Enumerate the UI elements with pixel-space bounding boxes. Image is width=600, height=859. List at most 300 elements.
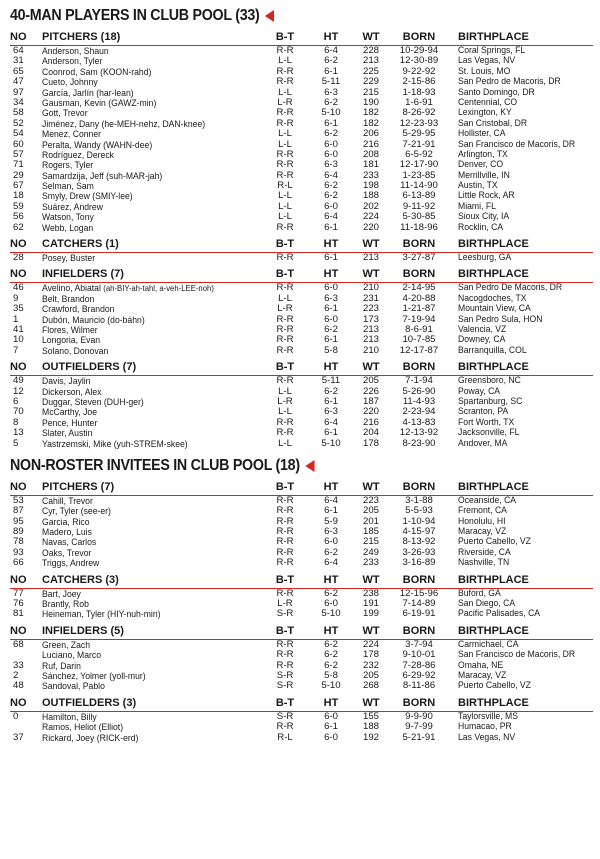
player-birthplace-cell: [448, 67, 593, 77]
player-weight: 182: [362, 117, 379, 129]
player-row: [10, 98, 593, 108]
player-bats-throws: R-R: [276, 221, 294, 233]
player-birthplace-cell: [448, 722, 593, 732]
player-birthplace-cell: [448, 558, 593, 568]
header-born: BORN: [402, 31, 436, 43]
player-birthplace-cell: [448, 253, 593, 263]
player-bats-throws: L-L: [278, 190, 292, 202]
player-weight: 205: [362, 669, 379, 681]
player-birthplace: Hollister, CA: [458, 129, 506, 140]
player-name: Anderson, Shaun: [42, 46, 109, 57]
player-bats-throws: R-R: [276, 546, 294, 558]
player-birthdate: 8-6-91: [405, 323, 433, 335]
player-weight: 224: [362, 638, 379, 650]
player-birthplace-cell: [448, 712, 593, 722]
player-birthdate: 2-14-95: [402, 282, 436, 294]
player-name-cell: [42, 496, 260, 506]
player-bats-throws: S-R: [276, 710, 294, 722]
player-height: 6-2: [324, 649, 338, 661]
player-birthplace-cell: [448, 527, 593, 537]
player-name-wrap: [42, 283, 214, 293]
player-height: 6-4: [324, 494, 338, 506]
player-weight: 213: [362, 252, 379, 264]
player-name: Pence, Hunter: [42, 417, 98, 429]
player-name: Bart, Joey: [42, 588, 81, 600]
player-name: Rodríguez, Dereck: [42, 149, 114, 161]
player-pronunciation: (ah-BIY-ah-tahl, a-veh-LEE-noh): [103, 283, 214, 294]
header-no: NO: [10, 696, 27, 709]
player-height: 6-1: [324, 117, 338, 129]
position-group: [10, 361, 593, 449]
player-name-cell: [42, 397, 260, 407]
player-birthplace-cell: [448, 517, 593, 527]
player-weight: 216: [362, 138, 379, 150]
player-height: 6-0: [324, 313, 338, 325]
player-number: 9: [13, 292, 19, 304]
red-arrow-icon: [265, 10, 274, 22]
player-birthdate: 1-10-94: [402, 515, 436, 527]
player-name-wrap: [42, 733, 138, 743]
header-bt: B-T: [275, 696, 295, 709]
player-bats-throws: S-R: [276, 669, 294, 681]
player-row: [10, 202, 593, 212]
player-number: 35: [13, 303, 24, 315]
player-weight: 249: [362, 546, 379, 558]
player-name: Luciano, Marco: [42, 650, 102, 661]
player-row: [10, 294, 593, 304]
header-birthplace: BIRTHPLACE: [458, 238, 529, 251]
player-birthdate: 2-15-86: [402, 76, 436, 88]
player-weight: 213: [362, 323, 379, 335]
player-birthdate: 2-23-94: [402, 406, 436, 418]
player-birthplace: Las Vegas, NV: [458, 732, 516, 743]
player-row: [10, 387, 593, 397]
player-number: 97: [13, 86, 24, 98]
player-height: 6-1: [324, 721, 338, 733]
player-name: Webb, Logan: [42, 222, 94, 234]
player-name-cell: [42, 506, 260, 516]
player-row: [10, 681, 593, 691]
player-bats-throws: L-L: [278, 292, 292, 304]
player-birthdate: 9-10-01: [402, 649, 436, 661]
player-name-wrap: [42, 335, 100, 345]
player-number: 34: [13, 96, 24, 108]
player-row: [10, 325, 593, 335]
player-number: 95: [13, 515, 24, 527]
player-birthplace: Sioux City, IA: [458, 212, 510, 223]
player-row: [10, 506, 593, 516]
player-number: 37: [13, 731, 24, 743]
player-name: Flores, Wilmer: [42, 324, 98, 336]
player-name: Rickard, Joey (RICK-erd): [42, 732, 139, 743]
header-ht: HT: [323, 361, 339, 374]
player-birthdate: 8-26-92: [402, 107, 436, 119]
player-birthplace: Oceanside, CA: [458, 495, 517, 506]
player-name: Coonrod, Sam (KOON-rahd): [42, 66, 152, 78]
player-birthdate: 12-23-93: [399, 117, 439, 129]
player-name-cell: [42, 150, 260, 160]
player-row: [10, 558, 593, 568]
player-birthplace-cell: [448, 202, 593, 212]
header-group: CATCHERS (3): [42, 573, 119, 586]
header-wt: WT: [362, 480, 380, 493]
player-height: 5-11: [321, 76, 341, 88]
player-number: 57: [13, 148, 24, 160]
player-birthplace: Nacogdoches, TX: [458, 293, 527, 304]
player-name-wrap: [42, 304, 114, 314]
player-bats-throws: L-L: [278, 437, 292, 449]
player-number: 60: [13, 138, 24, 150]
player-height: 6-0: [324, 536, 338, 548]
position-group: [10, 574, 593, 620]
player-name: Heineman, Tyler (HIY-nuh-min): [42, 609, 161, 620]
player-bats-throws: L-L: [278, 86, 292, 98]
player-birthplace-cell: [448, 376, 593, 386]
player-row: [10, 376, 593, 386]
player-birthplace: Little Rock, AR: [458, 191, 515, 202]
header-bt: B-T: [275, 31, 295, 43]
player-weight: 215: [362, 86, 379, 98]
player-birthplace: Santo Domingo, DR: [458, 87, 535, 98]
player-number: 81: [13, 608, 24, 620]
player-bats-throws: R-R: [276, 65, 294, 77]
player-name-wrap: [42, 439, 188, 449]
player-birthplace: Leesburg, GA: [458, 253, 512, 264]
player-row: [10, 46, 593, 56]
player-height: 6-0: [324, 598, 338, 610]
player-name: Oaks, Trevor: [42, 547, 92, 559]
player-row: [10, 56, 593, 66]
player-weight: 213: [362, 55, 379, 67]
player-weight: 268: [362, 680, 379, 692]
player-name-wrap: [42, 527, 92, 537]
header-group: OUTFIELDERS (3): [42, 696, 137, 709]
player-row: [10, 77, 593, 87]
player-name-cell: [42, 160, 260, 170]
header-bt: B-T: [275, 238, 295, 251]
player-name: Peralta, Wandy (WAHN-dee): [42, 139, 153, 150]
header-birthplace: BIRTHPLACE: [458, 624, 529, 637]
player-birthplace-cell: [448, 294, 593, 304]
player-bats-throws: L-R: [277, 96, 293, 108]
player-birthplace-cell: [448, 428, 593, 438]
player-number: 62: [13, 221, 24, 233]
player-name-cell: [42, 439, 260, 449]
player-name-cell: [42, 283, 260, 293]
player-number: 29: [13, 169, 24, 181]
player-name-wrap: [42, 517, 90, 527]
player-number: 28: [13, 252, 24, 264]
header-wt: WT: [362, 696, 380, 709]
player-birthplace: Maracay, VZ: [458, 670, 507, 681]
player-name-cell: [42, 77, 260, 87]
header-no: NO: [10, 238, 27, 251]
player-name: Slater, Austin: [42, 428, 93, 439]
player-name: Selman, Sam: [42, 181, 94, 192]
player-height: 6-0: [324, 138, 338, 150]
player-row: [10, 609, 593, 619]
player-number: 2: [13, 669, 19, 681]
player-birthplace: Riverside, CA: [458, 547, 511, 558]
player-bats-throws: R-R: [276, 587, 294, 599]
player-number: 89: [13, 526, 24, 538]
player-name: Davis, Jaylin: [42, 376, 91, 387]
header-no: NO: [10, 480, 27, 493]
player-name-wrap: [42, 212, 94, 222]
player-name: Rogers, Tyler: [42, 160, 94, 171]
player-birthplace: Barranquilla, COL: [458, 345, 527, 356]
header-bt: B-T: [275, 624, 295, 637]
player-name-wrap: [42, 150, 114, 160]
player-number: 12: [13, 385, 24, 397]
player-bats-throws: R-R: [276, 505, 294, 517]
player-name-cell: [42, 733, 260, 743]
player-birthplace: San Pedro de Macoris, DR: [458, 77, 561, 88]
player-name: Gott, Trevor: [42, 108, 88, 119]
player-birthplace-cell: [448, 589, 593, 599]
player-name: Hamilton, Billy: [42, 711, 97, 723]
header-birthplace: BIRTHPLACE: [458, 480, 529, 493]
player-name-wrap: [42, 346, 108, 356]
player-name: Dickerson, Alex: [42, 386, 102, 397]
player-weight: 155: [362, 710, 379, 722]
header-no: NO: [10, 31, 27, 43]
player-birthdate: 8-13-92: [402, 536, 436, 548]
player-name-wrap: [42, 56, 102, 66]
player-number: 70: [13, 406, 24, 418]
player-birthplace: Jacksonville, FL: [458, 428, 520, 439]
player-weight: 191: [362, 598, 379, 610]
player-bats-throws: R-R: [276, 334, 294, 346]
player-birthplace: Poway, CA: [458, 386, 501, 397]
player-name-cell: [42, 418, 260, 428]
player-birthdate: 3-26-93: [402, 546, 436, 558]
player-name: Dubón, Mauricio (do-báhn): [42, 314, 145, 325]
player-height: 6-0: [324, 710, 338, 722]
player-birthdate: 9-11-92: [402, 200, 436, 212]
position-group: [10, 31, 593, 233]
player-birthplace-cell: [448, 387, 593, 397]
player-name-wrap: [42, 548, 91, 558]
player-height: 6-2: [324, 55, 338, 67]
player-name-cell: [42, 712, 260, 722]
player-row: [10, 171, 593, 181]
player-bats-throws: L-L: [278, 128, 292, 140]
player-birthdate: 7-19-94: [402, 313, 436, 325]
player-name: García, Jarlín (har-lean): [42, 87, 134, 98]
player-row: [10, 119, 593, 129]
player-name-wrap: [42, 496, 93, 506]
player-birthplace: Merrillville, IN: [458, 170, 510, 181]
player-row: [10, 223, 593, 233]
player-name: Garcia, Rico: [42, 516, 90, 528]
player-birthplace-cell: [448, 537, 593, 547]
player-birthplace: Honolulu, HI: [458, 516, 506, 527]
player-birthdate: 11-18-96: [400, 221, 438, 233]
player-name-cell: [42, 681, 260, 691]
player-name-wrap: [42, 325, 98, 335]
player-height: 6-2: [324, 190, 338, 202]
player-height: 5-10: [321, 107, 341, 119]
player-name: Samardzija, Jeff (suh-MAR-jah): [42, 170, 163, 182]
player-birthdate: 6-29-92: [402, 669, 436, 681]
player-row: [10, 496, 593, 506]
player-height: 6-2: [324, 96, 338, 108]
header-born: BORN: [402, 361, 436, 374]
player-name: Sandoval, Pablo: [42, 681, 105, 692]
player-birthplace-cell: [448, 640, 593, 650]
player-name-cell: [42, 609, 260, 619]
player-name: Crawford, Brandon: [42, 304, 115, 315]
player-birthdate: 12-13-92: [399, 427, 439, 439]
player-name: Duggar, Steven (DUH-ger): [42, 396, 144, 408]
player-name-cell: [42, 671, 260, 681]
player-height: 6-1: [324, 65, 338, 77]
player-height: 5-11: [321, 375, 341, 387]
player-birthplace: Mountain View, CA: [458, 304, 531, 315]
player-birthdate: 12-17-87: [399, 344, 439, 356]
player-number: 66: [13, 557, 24, 569]
player-weight: 224: [362, 211, 379, 223]
group-header-row: [10, 625, 593, 640]
player-birthdate: 7-28-86: [402, 659, 436, 671]
player-weight: 215: [362, 536, 379, 548]
player-weight: 173: [362, 313, 379, 325]
roster-section: [10, 456, 593, 743]
player-weight: 223: [362, 494, 379, 506]
player-height: 6-3: [324, 406, 338, 418]
player-bats-throws: R-R: [276, 117, 294, 129]
player-birthplace-cell: [448, 160, 593, 170]
player-name-cell: [42, 223, 260, 233]
player-birthplace: San Pedro Sula, HON: [458, 314, 543, 325]
player-name: Solano, Donovan: [42, 345, 109, 357]
player-weight: 205: [362, 505, 379, 517]
header-ht: HT: [323, 238, 339, 251]
player-birthplace: Scranton, PA: [458, 407, 509, 418]
player-birthplace: Austin, TX: [458, 181, 498, 192]
player-row: [10, 407, 593, 417]
player-birthdate: 4-13-83: [402, 416, 436, 428]
player-weight: 210: [362, 344, 379, 356]
player-birthplace: Humacao, PR: [458, 722, 512, 733]
player-name-cell: [42, 88, 260, 98]
player-weight: 182: [362, 107, 379, 119]
player-name-wrap: [42, 108, 88, 118]
player-name-wrap: [42, 681, 105, 691]
header-ht: HT: [323, 573, 339, 586]
player-birthplace-cell: [448, 407, 593, 417]
player-name-wrap: [42, 506, 111, 516]
player-height: 6-3: [324, 86, 338, 98]
player-name-wrap: [42, 418, 97, 428]
player-birthplace-cell: [448, 506, 593, 516]
player-name-wrap: [42, 181, 94, 191]
header-born: BORN: [402, 624, 436, 637]
header-wt: WT: [362, 31, 380, 43]
header-ht: HT: [323, 268, 339, 281]
position-group: [10, 481, 593, 569]
player-name: Navas, Carlos: [42, 537, 97, 548]
header-birthplace: BIRTHPLACE: [458, 268, 529, 281]
player-number: 65: [13, 65, 24, 77]
player-weight: 181: [362, 159, 379, 171]
player-row: [10, 722, 593, 732]
player-height: 6-4: [324, 211, 338, 223]
player-name: Madero, Luis: [42, 527, 92, 538]
player-bats-throws: L-L: [278, 138, 292, 150]
player-birthdate: 9-7-99: [405, 721, 433, 733]
player-birthplace-cell: [448, 77, 593, 87]
player-bats-throws: L-L: [278, 55, 292, 67]
player-name-wrap: [42, 191, 133, 201]
player-height: 6-0: [324, 200, 338, 212]
player-height: 6-2: [324, 659, 338, 671]
player-name-wrap: [42, 171, 162, 181]
player-name: Longoria, Evan: [42, 335, 101, 346]
player-weight: 188: [362, 721, 379, 733]
player-birthdate: 5-26-90: [402, 385, 436, 397]
player-bats-throws: R-R: [276, 494, 294, 506]
player-bats-throws: R-R: [276, 427, 294, 439]
player-weight: 192: [362, 731, 379, 743]
player-name-wrap: [42, 428, 92, 438]
player-name-cell: [42, 191, 260, 201]
player-weight: 187: [362, 395, 379, 407]
player-height: 6-3: [324, 526, 338, 538]
player-row: [10, 108, 593, 118]
player-birthplace-cell: [448, 397, 593, 407]
player-number: 59: [13, 200, 24, 212]
player-name-cell: [42, 253, 260, 263]
header-born: BORN: [402, 268, 436, 281]
header-bt: B-T: [275, 573, 295, 586]
player-row: [10, 88, 593, 98]
player-row: [10, 439, 593, 449]
player-number: 5: [13, 437, 19, 449]
player-birthplace: Las Vegas, NV: [458, 56, 516, 67]
player-weight: 201: [362, 515, 379, 527]
player-height: 5-8: [324, 344, 338, 356]
player-bats-throws: R-R: [276, 148, 294, 160]
player-birthplace-cell: [448, 304, 593, 314]
position-group: [10, 697, 593, 743]
player-height: 5-8: [324, 669, 338, 681]
player-row: [10, 129, 593, 139]
player-name: Green, Zach: [42, 639, 90, 651]
player-weight: 204: [362, 427, 379, 439]
player-name-cell: [42, 119, 260, 129]
player-birthplace-cell: [448, 283, 593, 293]
roster-document: [10, 6, 593, 743]
player-number: 6: [13, 395, 19, 407]
player-name-cell: [42, 661, 260, 671]
player-birthplace-cell: [448, 223, 593, 233]
player-number: 52: [13, 117, 24, 129]
player-name-cell: [42, 346, 260, 356]
header-born: BORN: [402, 573, 436, 586]
player-weight: 190: [362, 96, 379, 108]
header-birthplace: BIRTHPLACE: [458, 696, 529, 709]
player-height: 6-1: [324, 221, 338, 233]
player-birthplace: Buford, GA: [458, 588, 501, 599]
player-row: [10, 67, 593, 77]
player-birthdate: 6-5-92: [405, 148, 433, 160]
player-weight: 233: [362, 169, 379, 181]
player-name-wrap: [42, 650, 101, 660]
player-name-cell: [42, 599, 260, 609]
player-row: [10, 712, 593, 722]
